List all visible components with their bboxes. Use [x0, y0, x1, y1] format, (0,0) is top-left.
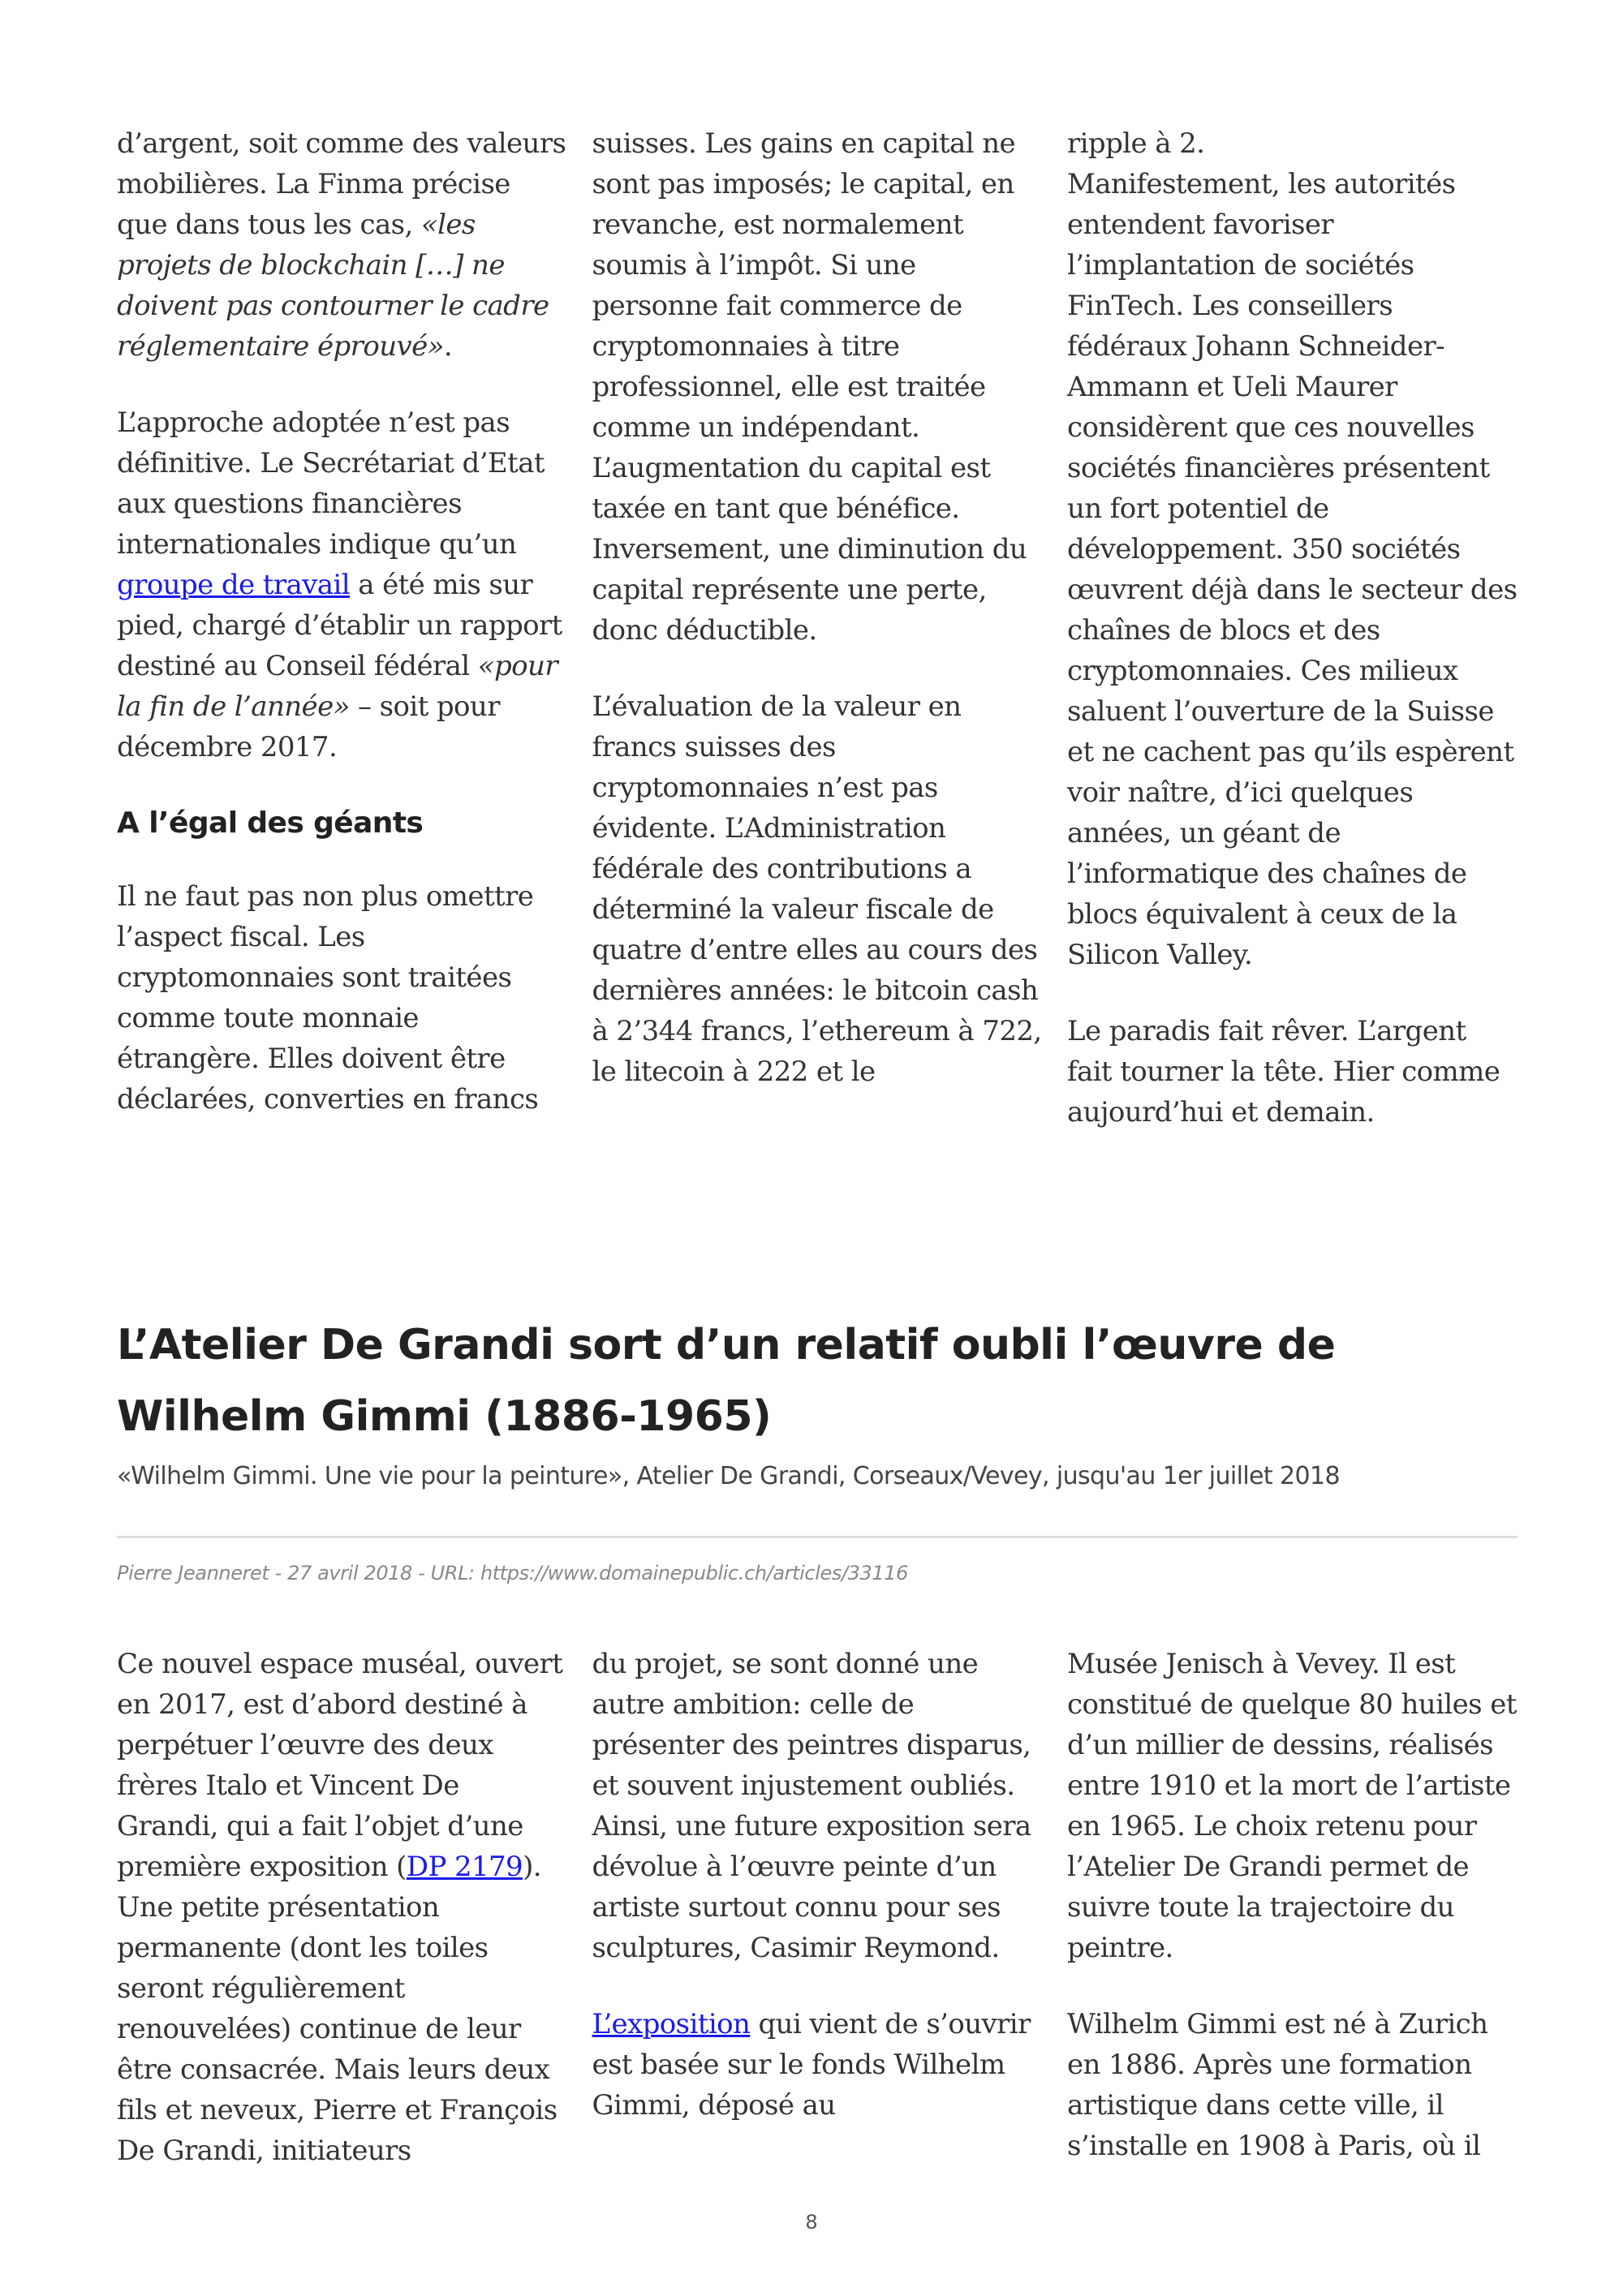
article-subtitle: «Wilhelm Gimmi. Une vie pour la peinture», Atelier De Grandi, Corseaux/Vevey, jusqu'au 1er juillet 2018	[117, 1462, 1340, 1490]
column-1	[117, 123, 567, 1168]
paragraph: ripple à 2. Manifestement, les autorités entendent favoriser l’implantation de sociétés FinTech. Les conseillers fédéraux Johann Schneider-Ammann et Ueli Maurer considèrent que ces nouvelles sociétés financières présentent un fort potentiel de développement. 350 sociétés œuvrent déjà dans le secteur des chaînes de blocs et des cryptomonnaies. Ces milieux saluent l’ouverture de la Suisse et ne cachent pas qu’ils espèrent voir naître, d’ici quelques années, un géant de l’informatique des chaînes de blocs équivalent à ceux de la Silicon Valley.	[1067, 127, 1518, 971]
paragraph-text: L’approche adoptée n’est pas définitive. Le Secrétariat d’Etat aux questions financières internationales indique qu’un	[117, 406, 545, 561]
paragraph	[117, 1644, 567, 2171]
page-number: 8	[805, 2211, 818, 2234]
paragraph: Wilhelm Gimmi est né à Zurich en 1886. Après une formation artistique dans cette ville, il s’installe en 1908 à Paris, où il	[1067, 2008, 1488, 2162]
article-top-columns	[117, 123, 1518, 1168]
paragraph-text: Ce nouvel espace muséal, ouvert en 2017, est d’abord destiné à perpétuer l’œuvre des deux frères Italo et Vincent De Grandi, qui a fait l’objet d’une première exposition (	[117, 1648, 563, 1883]
paragraph: du projet, se sont donné une autre ambition: celle de présenter des peintres disparus, et souvent injustement oubliés. Ainsi, une future exposition sera dévolue à l’œuvre peinte d’un artiste surtout connu pour ses sculptures, Casimir Reymond.	[592, 1648, 1031, 1964]
quote: «pour la fin de l’année»	[117, 650, 558, 723]
paragraph: Musée Jenisch à Vevey. Il est constitué de quelque 80 huiles et d’un millier de dessins, réalisés entre 1910 et la mort de l’artiste en 1965. Le choix retenu pour l’Atelier De Grandi permet de suivre toute la trajectoire du peintre.	[1067, 1648, 1517, 1964]
exposition-link[interactable]: L’exposition	[592, 2008, 751, 2040]
divider	[117, 1536, 1518, 1538]
article-title: L’Atelier De Grandi sort d’un relatif oubli l’œuvre de Wilhelm Gimmi (1886-1965)	[117, 1321, 1336, 1441]
article-bottom-columns	[117, 1644, 1518, 2207]
column-2	[592, 123, 1043, 1168]
paragraph-text: qui vient de s’ouvrir est basée sur le fonds Wilhelm Gimmi, déposé au	[592, 2008, 1031, 2122]
paragraph-text: a été mis sur pied, chargé d’établir un rapport destiné au Conseil fédéral	[117, 569, 562, 682]
column-1	[117, 1644, 567, 2207]
paragraph-text: – soit pour décembre 2017.	[117, 690, 500, 763]
article-byline: Pierre Jeanneret - 27 avril 2018 - URL: https://www.domainepublic.ch/articles/33116	[117, 1562, 908, 1584]
paragraph-text: ). Une petite présentation permanente (dont les toiles seront régulièrement renouvelées) continue de leur être consacrée. Mais leurs deux fils et neveux, Pierre et François De Grandi, initiateurs	[117, 1851, 558, 2167]
paragraph: Il ne faut pas non plus omettre l’aspect fiscal. Les cryptomonnaies sont traitées comme toute monnaie étrangère. Elles doivent être déclarées, converties en francs	[117, 880, 539, 1116]
paragraph: L’évaluation de la valeur en francs suisses des cryptomonnaies n’est pas évidente. L’Administration fédérale des contributions a déterminé la valeur fiscale de quatre d’entre elles au cours des dernières années: le bitcoin cash à 2’344 francs, l’ethereum à 722, le litecoin à 222 et le	[592, 690, 1042, 1088]
paragraph: Le paradis fait rêver. L’argent fait tourner la tête. Hier comme aujourd’hui et demain.	[1067, 1015, 1500, 1129]
paragraph	[592, 2004, 1043, 2126]
paragraph: suisses. Les gains en capital ne sont pas imposés; le capital, en revanche, est normalement soumis à l’impôt. Si une personne fait commerce de cryptomonnaies à titre professionnel, elle est traitée comme un indépendant. L’augmentation du capital est taxée en tant que bénéfice. Inversement, une diminution du capital représente une perte, donc déductible.	[592, 127, 1027, 647]
column-3	[1067, 123, 1518, 1168]
quote: «les projets de blockchain […] ne doivent pas contourner le cadre réglementaire éprouvé»	[117, 209, 549, 363]
paragraph	[117, 402, 567, 767]
paragraph-text: d’argent, soit comme des valeurs mobilières. La Finma précise que dans tous les cas,	[117, 127, 566, 241]
paragraph	[117, 123, 567, 367]
groupe-de-travail-link[interactable]: groupe de travail	[117, 569, 350, 601]
column-3	[1067, 1644, 1518, 2207]
dp-2179-link[interactable]: DP 2179	[406, 1851, 523, 1883]
paragraph-text: .	[443, 330, 453, 363]
column-2	[592, 1644, 1043, 2207]
section-subheading: A l’égal des géants	[117, 806, 424, 840]
